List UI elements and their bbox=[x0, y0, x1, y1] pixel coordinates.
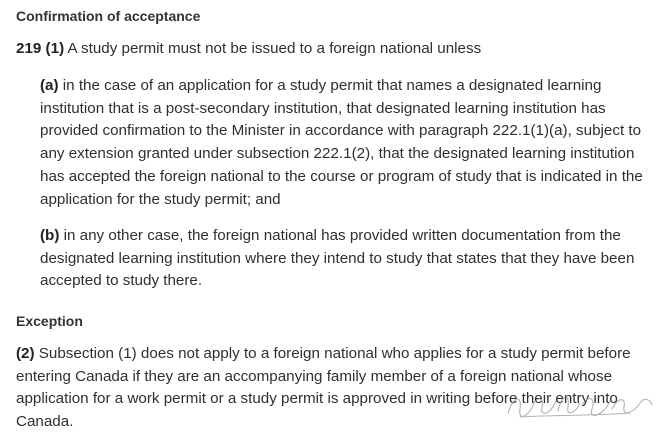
paragraph-a bbox=[40, 75, 660, 211]
paragraph-2 bbox=[16, 343, 656, 434]
heading-confirmation-of-acceptance: Confirmation of acceptance bbox=[16, 8, 201, 24]
paragraph-219-1 bbox=[16, 38, 656, 61]
paragraph-b bbox=[40, 225, 660, 293]
paragraph-text: A study permit must not be issued to a foreign national unless bbox=[64, 40, 482, 57]
heading-exception: Exception bbox=[16, 313, 83, 329]
paragraph-label: (a) bbox=[40, 77, 59, 94]
paragraph-text: Subsection (1) does not apply to a foreign national who applies for a study permit before entering Canada if they are an accompanying family member of a foreign national whose application for a work permit or a study permit is approved in writing before their entry into Canada. bbox=[16, 345, 631, 431]
paragraph-label: (b) bbox=[40, 227, 60, 244]
paragraph-label: (2) bbox=[16, 345, 35, 362]
paragraph-number: 219 (1) bbox=[16, 40, 65, 57]
paragraph-text: in the case of an application for a study permit that names a designated learning institution that is a post-secondary institution, that designated learning institution has provided confirmation to the Minister in accordance with paragraph 222.1(1)(a), subject to any extension granted under subsection 222.1(2), that the designated learning institution has accepted the foreign national to the course or program of study that is indicated in the application for the study permit; and bbox=[40, 77, 643, 208]
paragraph-text: in any other case, the foreign national has provided written documentation from the designated learning institution where they intend to study that states that they have been accepted to study there. bbox=[40, 227, 635, 290]
